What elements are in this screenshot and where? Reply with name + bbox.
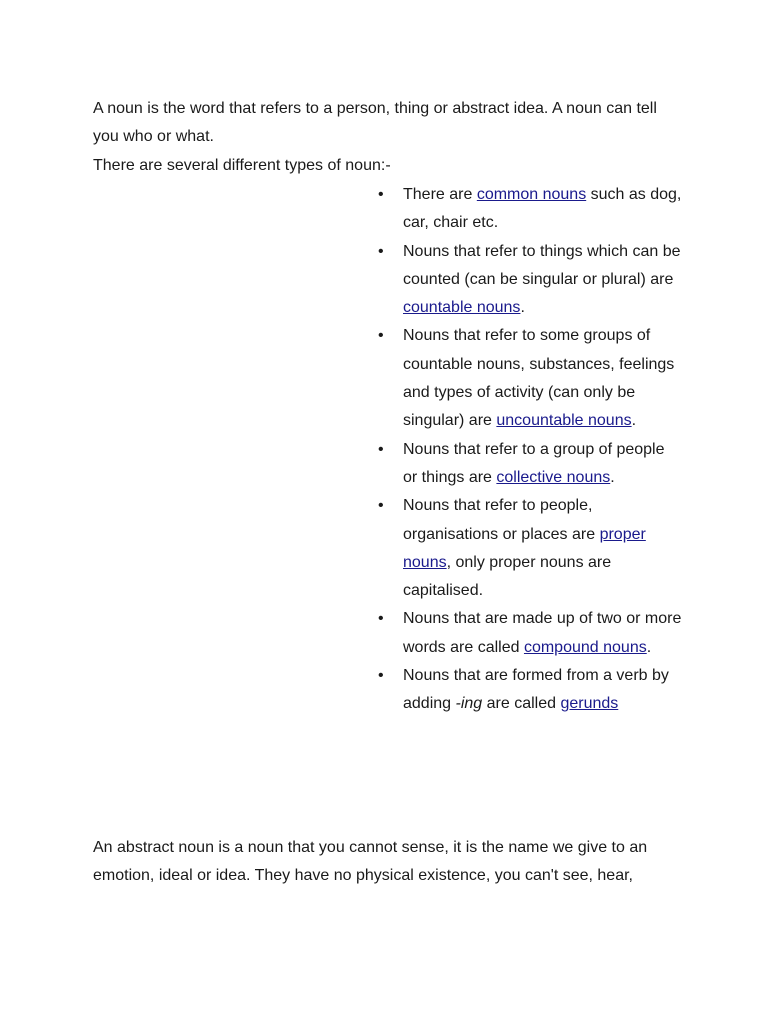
item-text-end: , only proper nouns are capitalised. — [403, 553, 612, 600]
bullet-icon: • — [378, 186, 384, 203]
item-text: Nouns that refer to some groups of countable nouns, substances, feelings and types of activity (can only be singular) are — [403, 327, 675, 430]
link-countable-nouns[interactable]: countable nouns — [403, 299, 521, 317]
intro-paragraph: A noun is the word that refers to a person, thing or abstract idea. A noun can tell you who or what. — [93, 100, 657, 145]
item-text: There are — [403, 186, 477, 203]
list-item — [373, 436, 683, 493]
bullet-icon: • — [378, 242, 384, 260]
item-text: Nouns that are made up of two or more words are called — [403, 610, 682, 656]
bullet-icon: • — [378, 497, 384, 515]
item-text-end: such as dog, car, chair etc. — [403, 186, 682, 232]
link-compound-nouns[interactable]: compound nouns — [523, 638, 647, 656]
list-item — [373, 322, 683, 435]
bullet-icon: • — [378, 327, 384, 345]
item-text-end: . — [646, 638, 652, 656]
list-item — [373, 662, 683, 719]
item-text: Nouns that are formed from a verb by adding — [403, 667, 669, 713]
item-text-end: . — [520, 299, 525, 317]
item-italic-suffix: -ing — [455, 695, 483, 713]
bullet-icon: • — [378, 440, 384, 458]
item-text: Nouns that refer to people, organisations or places are — [403, 497, 600, 543]
link-gerunds[interactable]: gerunds — [560, 695, 619, 713]
list-item — [373, 181, 683, 238]
types-heading: There are several different types of noun:- — [93, 157, 391, 174]
link-common-nouns[interactable]: common nouns — [476, 186, 587, 203]
item-text: Nouns that refer to a group of people or things are — [403, 440, 665, 486]
abstract-noun-paragraph: An abstract noun is a noun that you cannot sense, it is the name we give to an emotion, ideal or idea. They have no physical existence, you can't see, hear, — [93, 839, 648, 884]
list-item — [373, 238, 683, 323]
link-proper-nouns[interactable]: proper nouns — [403, 525, 646, 571]
list-item — [373, 492, 683, 605]
item-text-end: . — [631, 412, 637, 430]
bullet-icon: • — [378, 610, 384, 628]
link-uncountable-nouns[interactable]: uncountable nouns — [496, 412, 632, 430]
list-item — [373, 605, 683, 662]
item-text-mid: are called — [482, 695, 561, 713]
bullet-icon: • — [378, 667, 384, 685]
item-text: Nouns that refer to things which can be counted (can be singular or plural) are — [403, 242, 681, 288]
noun-types-list — [373, 181, 683, 719]
link-collective-nouns[interactable]: collective nouns — [496, 468, 611, 486]
item-text-end: . — [610, 468, 615, 486]
